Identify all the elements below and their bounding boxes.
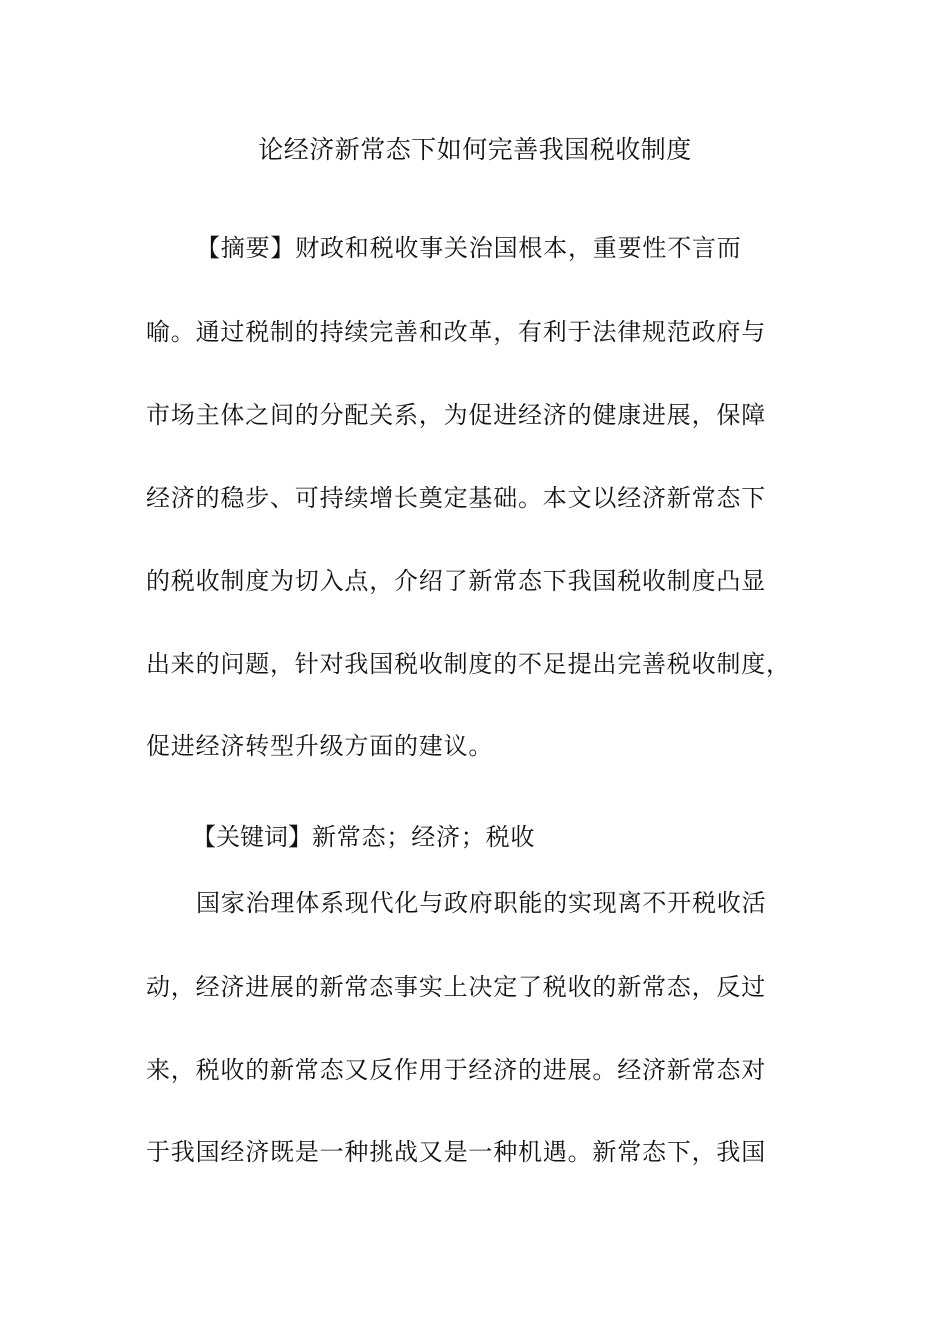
abstract-line-7: 促进经济转型升级方面的建议。: [146, 732, 494, 760]
keywords-label: 【关键词】: [192, 823, 312, 851]
abstract-line-5: 的税收制度为切入点，介绍了新常态下我国税收制度凸显: [146, 567, 766, 595]
body-line-2: 动，经济进展的新常态事实上决定了税收的新常态，反过: [146, 973, 766, 1001]
abstract-line-6: 出来的问题，针对我国税收制度的不足提出完善税收制度，: [146, 650, 791, 678]
abstract-line-1: [196, 231, 856, 265]
body-line-4: 于我国经济既是一种挑战又是一种机遇。新常态下，我国: [146, 1138, 766, 1166]
abstract-label: 【摘要】: [196, 234, 296, 262]
abstract-line-2: 喻。通过税制的持续完善和改革，有利于法律规范政府与: [146, 318, 766, 346]
abstract-line-4: 经济的稳步、可持续增长奠定基础。本文以经济新常态下: [146, 484, 766, 512]
keywords-text: 新常态；经济；税收: [312, 823, 536, 851]
document-title: 论经济新常态下如何完善我国税收制度: [258, 135, 692, 164]
body-line-1: 国家治理体系现代化与政府职能的实现离不开税收活: [196, 889, 767, 917]
abstract-text: 财政和税收事关治国根本，重要性不言而: [295, 234, 742, 262]
body-line-3: 来，税收的新常态又反作用于经济的进展。经济新常态对: [146, 1056, 766, 1084]
keywords-line: [192, 820, 852, 854]
abstract-line-3: 市场主体之间的分配关系，为促进经济的健康进展，保障: [146, 401, 766, 429]
